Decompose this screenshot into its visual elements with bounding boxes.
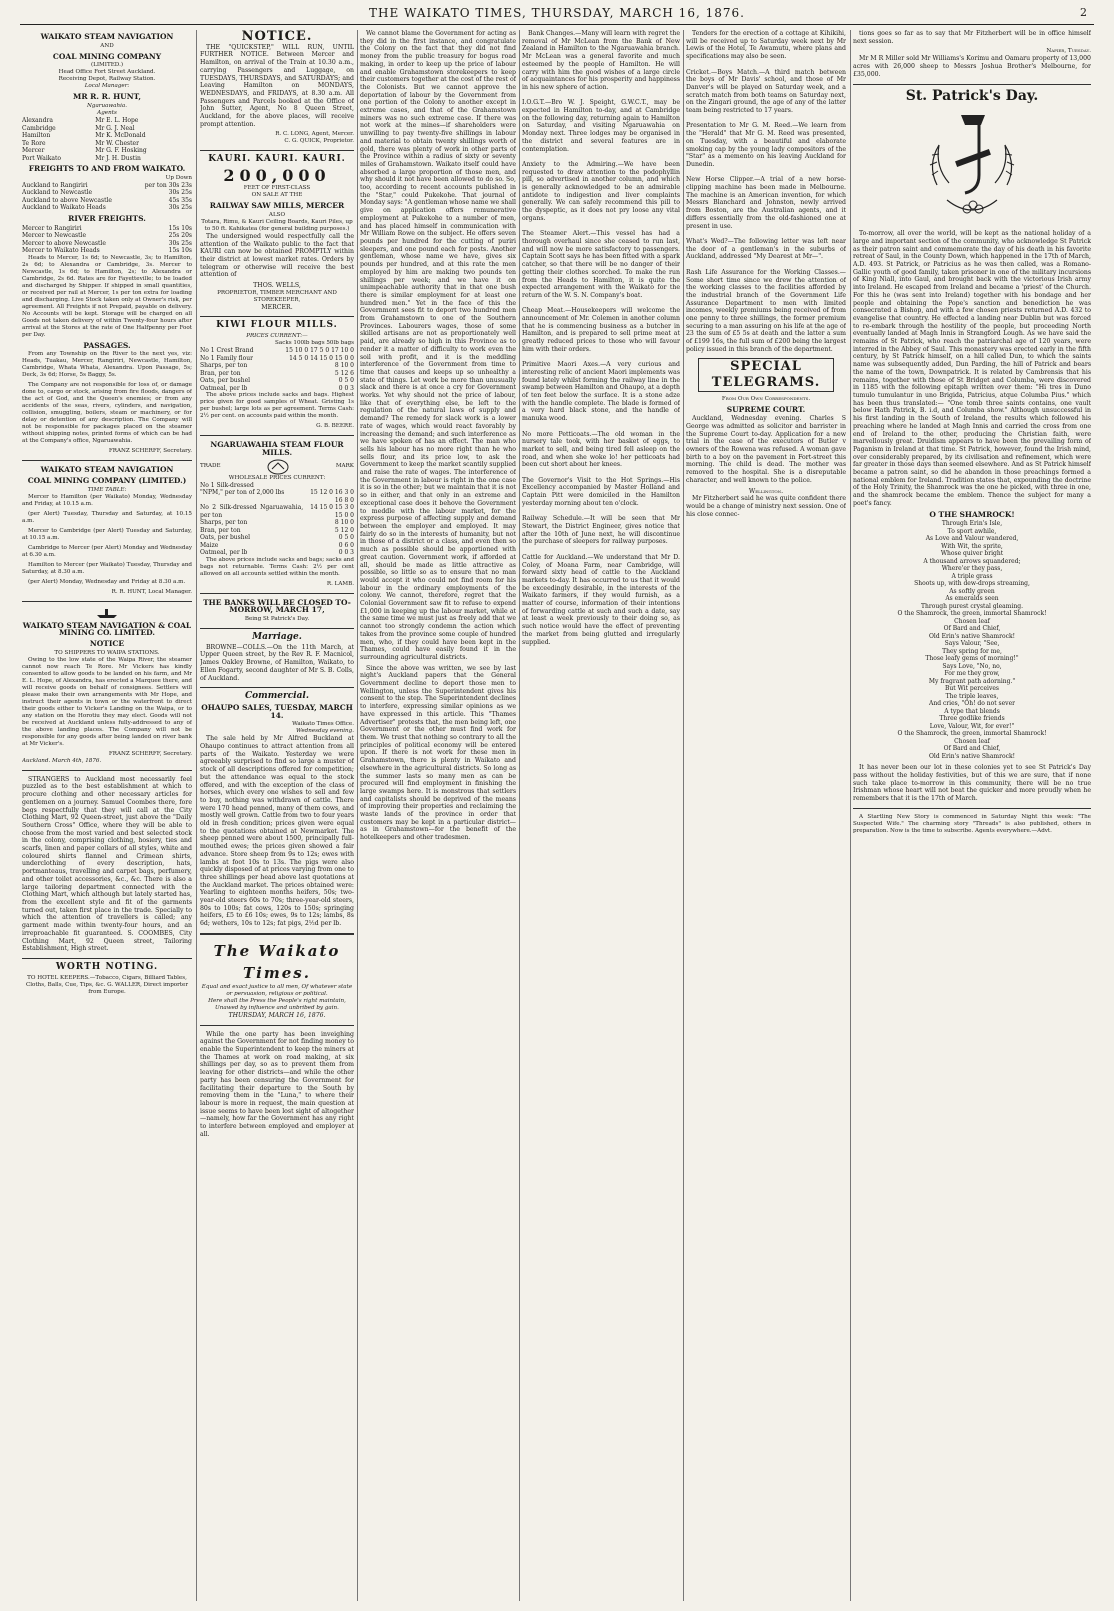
route: Auckland to Waikato Heads bbox=[22, 204, 106, 212]
napier-heading: Napier, Tuesday. bbox=[1046, 48, 1091, 55]
table-row bbox=[200, 504, 354, 519]
poem-line: Of Bard and Chief, bbox=[943, 745, 1001, 753]
timetable-entry: Mercer to Cambridge (per Alert) Tuesday and Saturday, at 10.15 a.m. bbox=[22, 527, 192, 541]
head-office: Head Office Fort Street Auckland. bbox=[58, 69, 156, 76]
marriage-heading: Marriage. bbox=[252, 631, 302, 642]
table-row bbox=[200, 385, 354, 393]
poem-line: Shoots up, with dew-drops streaming, bbox=[914, 580, 1030, 588]
timetable-coal: COAL MINING COMPANY (LIMITED.) bbox=[27, 475, 187, 485]
route: Mercer to Newcastle bbox=[22, 232, 87, 240]
kiwi-mills-heading: KIWI FLOUR MILLS. bbox=[216, 320, 338, 331]
divider bbox=[200, 316, 354, 317]
kauri-items: Totara, Rimu, & Kauri Ceiling Boards, Kauri Piles, up to 50 ft. Kahikatea (for general building purposes.) bbox=[201, 218, 353, 232]
telegrams-source: From Our Own Correspondents. bbox=[721, 395, 811, 402]
column-rule bbox=[519, 30, 520, 1601]
notice-date: Auckland. March 4th, 1876. bbox=[22, 757, 102, 764]
item: "NPM," per ton of 2,000 lbs bbox=[200, 489, 285, 497]
ngaru-notes: The above prices include sacks and bags; sacks and bags not returnable. Terms Cash: 2½ per cent allowed on all accounts settled within the month. bbox=[200, 556, 354, 577]
editorial-lead: While the one party has been inveighing against the Government for not finding money to enable the Superintendent to keep the miners at the Thames at work on road making, at six shillings per day, so as to prevent them from leaving for other districts—and while the other party has been censuring the Government for facilitating their departure to the South by removing them in the "Luna," to where their labour is more in request, the main question at issue seems to have been lost sight of altogether—namely, how far the Government has any right to interfere between employed and employer at all. bbox=[200, 1030, 354, 1138]
agents-label: Agents bbox=[97, 110, 117, 117]
passages-text: From any Township on the River to the next yes, viz: Heads, Tuakau, Mercer, Rangiriri, Newcastle, Hamilton, Cambridge, Whata Whata, Alexandra. Upon Passage, 5s; Deck, 3s 6d; Horse, 5s Baggy, 5s. bbox=[22, 351, 192, 379]
poem-title: O THE SHAMROCK! bbox=[929, 509, 1015, 519]
poem-line: As softly green bbox=[949, 587, 995, 595]
kauri-unit: FEET OF FIRST-CLASS bbox=[243, 185, 311, 192]
column-rule bbox=[850, 30, 851, 1601]
timetable-signature: R. R. HUNT, Local Manager. bbox=[111, 588, 192, 595]
river-freights-table bbox=[22, 225, 192, 255]
rate: 25s 20s bbox=[168, 232, 192, 240]
freights-table bbox=[22, 182, 192, 212]
item: Sharps, per ton bbox=[200, 519, 248, 527]
route: Mercer to Waikato Heads bbox=[22, 247, 100, 255]
wellington-body: Mr Fitzherbert said he was quite confident there would be a change of ministry next session. One of his close connec- bbox=[686, 495, 846, 518]
quickstep-proprietor: C. G. QUICK, Proprietor. bbox=[284, 138, 354, 145]
column-rule bbox=[683, 30, 684, 1601]
table-row bbox=[200, 370, 354, 378]
steamer-emblem-icon bbox=[95, 607, 119, 619]
ngaru-prices-table bbox=[200, 482, 354, 557]
poem-line: They spring for me, bbox=[942, 647, 1002, 655]
agent-name: Mr G. J. Neal bbox=[95, 124, 135, 132]
supreme-court-heading: SUPREME COURT. bbox=[726, 404, 806, 414]
table-row bbox=[22, 232, 192, 240]
poem-line: As emeralds seen bbox=[945, 595, 999, 603]
poem-line: Of Bard and Chief, bbox=[943, 625, 1001, 633]
nameplate-motto-2: Here shall the Press the People's right maintain, Unawed by influence and unbribed by gain. bbox=[208, 997, 346, 1011]
st-patricks-article: To-morrow, all over the world, will be kept as the national holiday of a large and important section of the community, who acknowledge St Patrick as their patron saint and commemorate the day of his death in his favorite retreat of Saul, in the County Down, which happened in the 17th of March, A.D. 493. St Patrick, or Patricius as he was then called, was a Romano-Gallic youth of good family, taken prisoner in one of the military incursions of King Niall, into Gaul, and brought back with the victorious Irish army into Ireland. He escaped from Ireland and became a 'priest' of the Church. For this he (was sent into Ireland) together with his bondage and her people and obtaining the Pope's sanction and benediction he was consecrated a Bishop, and with a few chosen priests returned A.D. 432 to evangelise that country. He effected a landing near Dublin but was forced to re-embark through the hostility of the people, but proceeding North eventually landed at Magh Innis in Strangford Lough. As we have said the remains of St Patrick, who reach the patriarchal age of 120 years, were interred in the Abbey of Saul. This monastery was erected early in the fifth century, by St Patrick himself, on a hill called Dun, to which the saints name was subsequently added, Dun Parding, the hill of Patrick and bears the name of the town, Downpatrick. It is related by Cambrensis that his remains, together with those of St Bridget and Columba, were discovered in 1185 with the following epitaph written over them: "Hi tres in Duno tumulo tumulantur in uno Brigida, Patricius, atque Columba Pius." which has been thus translated:— "One tomb three saints contains, one vault below Hath Patrick, B. i.d, and Columba show." Although unsuccessful in his first landing in the South of Ireland, the results which followed his preaching where he landed at Magh Innis and carried the cross from one end of Ireland to the other, producing the Christian faith, were marvellously great. Druidism appears to have been the prevailing form of Paganism in Ireland at that time. St Patrick, however, found the Irish mind, over considerably prepared, by its civilisation and refinement, which were far greater in those days than seemed elsewhere. And as St Patrick himself became a patron saint, so did he abandon in those preachings formed a national emblem for Ireland. Tradition states that, expounding the doctrine of the Holy Trinity, the Shamrock was the one he picked, with three in one, and the shamrock became the emblem. Thence the subject for many a poet's fancy. bbox=[853, 230, 1091, 507]
table-row bbox=[22, 225, 192, 233]
divider bbox=[22, 601, 192, 602]
poem-line: O the Shamrock, the green, immortal Shamrock! bbox=[897, 610, 1047, 618]
table-row bbox=[22, 240, 192, 248]
kiwi-signature: G. B. BEERE. bbox=[316, 423, 354, 430]
poem-line: Through purest crystal gleaming. bbox=[921, 602, 1023, 610]
divider bbox=[200, 933, 354, 935]
poem-line: Says Valour, "See, bbox=[944, 640, 1000, 648]
price: 14 15 0 15 3 0 15 0 0 bbox=[310, 504, 354, 519]
poem-line: A thousand arrows squandered; bbox=[923, 557, 1021, 565]
table-row bbox=[200, 377, 354, 385]
worth-noting-heading: WORTH NOTING. bbox=[55, 961, 159, 972]
column-5 bbox=[686, 30, 846, 1601]
nameplate-motto: Equal and exact justice to all men, Of whatever state or persuasion, religious or political. bbox=[201, 983, 353, 997]
price: 15 12 0 16 3 0 16 8 0 bbox=[310, 489, 354, 504]
poem-line: Old Erin's native Shamrock! bbox=[928, 752, 1015, 760]
poem-line: With Wit, the sprite, bbox=[941, 542, 1003, 550]
divider bbox=[200, 150, 354, 151]
table-row bbox=[22, 155, 192, 163]
poem-line: For me they grow, bbox=[944, 670, 1000, 678]
table-row bbox=[200, 519, 354, 527]
commercial-report: The sale held by Mr Alfred Buckland at Ohaupo continues to attract attention from all parts of the Waikato. Yesterday we were agreeably surprised to find so large a muster of stock of all descriptions offered for competition; but the attendance was equal to the stock offered, and with the exception of the class of horses, which every one wishes to sell and few to buy, nothing was withdrawn of cattle. There were 170 head penned, many of them cows, and mostly well grown. Cattle from two to four years old in fresh condition; prices given were equal to the quotations obtained at Newmarket. The sheep penned were about 1500, principally full-mouthed ewes; the prices given showed a fair advance. Store sheep from 9s to 12s; ewes with lambs at foot 10s to 13s. The pigs were also quickly disposed of at prices varying from one to three shillings per head above last quotations at the Auckland market. The prices obtained were: Yearling to eighteen months heifers, 50s; two-year-old steers 60s to 70s; three-year-old steers, 80s to 100s; fat cows, 120s to 150s; springing heifers, £5 to £6 10s; ewes, 9s to 12s; lambs, 8s 6d; wethers, 10s to 12s; fat pigs, 2½d per lb. bbox=[200, 735, 354, 928]
masthead-title: THE WAIKATO TIMES, THURSDAY, MARCH 16, 1876. bbox=[369, 6, 745, 20]
item: No 2 Silk-dressed Ngaruawahia, per ton bbox=[200, 504, 304, 519]
poem-line: Love, Valour, Wit, for ever!" bbox=[929, 722, 1015, 730]
kauri-sale: ON SALE AT THE bbox=[251, 192, 303, 199]
price: 5 12 0 bbox=[334, 526, 354, 534]
freights-heading: FREIGHTS TO AND FROM WAIKATO. bbox=[28, 164, 186, 174]
poem-line: Old Erin's native Shamrock! bbox=[928, 632, 1015, 640]
supreme-court-body: Auckland, Wednesday evening. Charles S George was admitted as solicitor and barrister in the Supreme Court to-day. Application for a new trial in the case of the executors of Butler v owners of the Rowena was refused. A woman gave birth to a boy on the pavement in Fort-street this morning. The child is dead. The mother was removed to the hospital. She is a disreputable character, and well known to the police. bbox=[686, 415, 846, 484]
trade-mark-icon bbox=[267, 459, 289, 475]
agent-town: Mercer bbox=[22, 147, 45, 155]
route: Auckland to Rangiriri bbox=[22, 181, 88, 189]
table-row bbox=[200, 542, 354, 550]
divider bbox=[22, 770, 192, 771]
freight-notes: Heads to Mercer, 1s 6d; to Newcastle, 3s; to Hamilton, 2s 6d; to Alexandra or Cambridge, 3s. Mercer to Newcastle, 1s 6d; to Hamilton, 2s; to Alexandra or Cambridge, 2s 6d. Rates are for Fayetteville; to be loaded and discharged by Shipper. If shipped in small quantities, or received per rail at Mercer, 1s per ton extra for loading and discharging. Live Stock taken only at Owner's risk, per agreement. All Freights if not Prepaid, payable on delivery. No Accounts will be kept. Storage will be charged on all Goods not taken delivery of within Twenty-four hours after arrival at the Stores at the rate of One Halfpenny per Foot per Day. bbox=[22, 254, 192, 338]
agent-town: Hamilton bbox=[22, 132, 51, 140]
table-row bbox=[200, 482, 354, 490]
table-row bbox=[200, 549, 354, 557]
notice-signature: FRANZ SCHERFF, Secretary. bbox=[108, 750, 192, 757]
price: 0 5 0 bbox=[338, 534, 354, 542]
agent-name: Mr J. H. Dustin bbox=[95, 154, 141, 162]
column-4 bbox=[522, 30, 680, 1601]
poem-line: But Wit perceives bbox=[945, 685, 999, 693]
strangers-advert: STRANGERS to Auckland most necessarily feel puzzled as to the best establishment at which to procure clothing and other necessary articles for gentlemen on a journey. Samuel Coombes there, fore begs respectfully that they will call at the City Clothing Mart, 92 Queen-street, just above the "Daily Southern Cross" Office, where they will be able to choose from the most varied and best selected stock in the colony, comprising clothing, hosiery, ties and scarfs, linen and paper collars of all styles, white and coloured shirts flannel and Crimean shirts, underclothing of every description, hats, portmanteaus, travelling and carpet bags, perfumery, and other toilet accessories, &c., &c. There is also a large tailoring department connected with the Clothing Mart, which although but lately started has, from the excellent style and fit of the garments turned out, taken first place in the trade. Specially to which the attention of travellers is called; any garment made within twenty-four hours, and an irreproachable fit guaranteed. S. COOMBES, City Clothing Mart, 92 Queen street, Tailoring Establishment, High street. bbox=[22, 775, 192, 953]
kiwi-prices-table bbox=[200, 347, 354, 392]
napier-body: Mr M R Miller sold Mr Williams's Korimu and Oamaru property of 13,000 acres with 26,000 sheep to Messrs Joshua Brother's Melbourne, for £35,000. bbox=[853, 55, 1091, 78]
poem-line: My fragrant path adorning." bbox=[928, 677, 1016, 685]
route: Mercer to Rangiriri bbox=[22, 224, 82, 232]
rate: 15s 10s bbox=[168, 224, 192, 232]
poem bbox=[853, 520, 1091, 760]
table-row bbox=[22, 117, 192, 125]
editorial-body: We cannot blame the Government for acting as they did in the first instance, and congratulate the Colony on the fact that they did not find money from the public treasury for bogus road making, in order to keep up the price of labour and enable Grahamstown storekeepers to keep their customers together at the cost of the rest of the Colonists. But we cannot approve the deportation of labour by the Government from one portion of the Colony to another except in extreme cases, and that of the Grahamstown miners was no such extreme case. If there was not work at the mines—if shareholders were unwilling to pay twenty-five shillings in labour and material to obtain twenty shillings worth of gold, there was plenty of work in other parts of the Province within a radius of sixty or seventy miles of Grahamstown. Waikato itself could have absorbed a large proportion of those men, and why should it not have been allowed to do so. So, too, according to recent accounts published in the "Star," could Pukekohe. That journal of Monday says: "A gentleman whose name we shall give on application offers remunerative employment at Pukekohe to a number of men, and has placed himself in communication with Mr William Rowe on the subject. He offers seven pounds per hundred for the cutting of puriri sleepers, and one pound each for posts. Another gentleman, whose name we have, gives six pounds per hundred, and at this rate the men employed by him are making two pounds ten shillings per week; and we have it on unimpeachable authority that in that one bush there is similar employment for at least one hundred men." Yet in the face of this the Government sees fit to deport two hundred men from Grahamstown to one of the Southern Provinces. Labourers wages, those of some skilled artisans are not as proportionately well paid, are already so high in this Province as to render it a matter of difficulty to work even the soil with profit, and it is the meddling interference of the Government from time to time that causes and keeps up so unhealthy a state of things. Let work be more than unusually slack and there is at once a cry for Government works. Yet why should not the price of labour, like that of everything else, be left to the regulation of the natural laws of supply and demand? The remedy for slack work is a lower rate of wages, which would react favorably by increasing the demand; and such interference as we have spoken of has an effect. The man who sells his labour has no more right than he who sells flour, and its price low, to ask the Government to keep the market scantily supplied and raise the rate of wages. The interference of the Government in labour is right in the one case it is so in the other; but we maintain that it is not so in either, and that only in an extreme and exceptional case does it behove the Government to meddle with the labour market, for the express purpose of affecting supply and demand between the employer and employed. It may fairly do so in the interests of humanity, but not in those of a district or a class, and even then so much as possible should be apportioned with great caution. Government work, if afforded at all, should be made as little attractive as possible, so little so as to ensure that no man would accept it who could not find room for his labour in the ordinary employments of the colony. We cannot, therefore, regret that the Colonial Government saw fit to refuse to expend £1,000 in keeping up the labour market, while at the same time we must just as freely add that we cannot too strongly condemn the action which takes from the province some couple of hundred men, who, if they could have been kept in the Thames, could have easily found it in the surrounding agricultural districts. bbox=[360, 30, 516, 661]
masthead bbox=[20, 6, 1094, 25]
quickstep-agent: R. C. LONG, Agent, Mercer. bbox=[275, 131, 354, 138]
poem-line: Those leafy gems of morning!" bbox=[925, 655, 1019, 663]
table-row bbox=[22, 147, 192, 155]
kauri-title-line: PROPRIETOR, TIMBER MERCHANT AND STOREKEEPER, bbox=[217, 289, 337, 303]
timetable-entry: (per Alert) Tuesday, Thursday and Saturday, at 10.15 a.m. bbox=[22, 510, 192, 524]
trade-mark-row bbox=[200, 459, 354, 475]
coal-mining-heading: COAL MINING COMPANY bbox=[52, 51, 162, 61]
timetable-entry: Mercer to Hamilton (per Waikato) Monday, Wednesday and Friday, at 10.15 a.m. bbox=[22, 493, 192, 507]
agent-name: Mr K. McDonald bbox=[95, 132, 146, 140]
item: Maize bbox=[200, 541, 219, 549]
poem-line: To sport awhile, bbox=[947, 527, 997, 535]
rate: 15s 10s bbox=[168, 247, 192, 255]
timetable-heading: TIME TABLE: bbox=[87, 486, 127, 493]
divider bbox=[853, 808, 1091, 809]
price bbox=[303, 482, 354, 490]
secretary-signature: FRANZ SCHERFF, Secretary. bbox=[108, 448, 192, 455]
table-row bbox=[22, 140, 192, 148]
table-row bbox=[22, 204, 192, 212]
notice-subheading: TO SHIPPERS TO WAIPA STATIONS. bbox=[54, 649, 160, 656]
route: Auckland to above Newcastle bbox=[22, 196, 112, 204]
shamrock-crest-icon bbox=[917, 105, 1027, 225]
notice-body: Owing to the low state of the Waipa River, the steamer cannot now reach Te Rore. Mr Vickers has kindly consented to allow goods to be landed on his farm, and Mr E. L. Hope, of Alexandra, has erected a Marquee there, and will receive goods on behalf of consignees. Settlers will please make their own arrangements with Mr Hope, and instruct their agents in town or the waterfront to direct their goods either to Vicker's Landing on the Waipa, or to any station on the Horotiu they may elect. Goods will not be received at Auckland unless fully-addressed to any of the above landing places. The Company will not be responsible for any goods after being landed on river bank at Mr Vicker's. bbox=[22, 656, 192, 747]
table-row bbox=[200, 355, 354, 363]
price: 14 5 0 14 15 0 15 0 0 bbox=[289, 354, 354, 362]
poem-line: Through Erin's Isle, bbox=[941, 520, 1003, 528]
route: Mercer to above Newcastle bbox=[22, 239, 106, 247]
marriage-notice: BROWNE—COLLS.—On the 11th March, at Upper Queen street, by the Rev R. F. Macnicol, James Oakley Browne, of Hamilton, Waikato, to Ellen Fogarty, second daughter of Mr S. B. Colls, of Auckland. bbox=[200, 643, 354, 682]
commercial-day: Wednesday evening. bbox=[296, 728, 354, 735]
column-rule bbox=[196, 30, 197, 1601]
timetable-company: WAIKATO STEAM NAVIGATION bbox=[40, 465, 174, 475]
editorial-postscript: Since the above was written, we see by last night's Auckland papers that the General Government decline to deport those men to Wellington, unless the Superintendent gives his consent to the step. The Superintendent declines to interfere, expressing similar opinions as we have expressed in this article. This "Thames Advertiser" protests that, the men being left, one Government or the other must find work for them. We trust that nothing so contrary to all the principles of political economy will be entered upon. If there is not work for these men in Grahamstown, there is plenty in Waikato and elsewhere in the agricultural districts. So long as the summer lasts so many men as can be procured will find employment in finishing the large swamps here. It is monstrous that settlers and capitalists should be deprived of the means of improving their properties and reclaiming the waste lands of the province in order that customers may be kept in a particular district—as in Grahamstown—for the benefit of the hotelkeepers and other tradesmen. bbox=[360, 664, 516, 842]
price: 15 10 0 17 5 0 17 10 0 bbox=[285, 347, 354, 355]
table-row bbox=[200, 527, 354, 535]
wellington-continued: tions goes so far as to say that Mr Fitzherbert will be in office himself next session. bbox=[853, 30, 1091, 45]
price: 8 10 0 bbox=[334, 519, 354, 527]
item: Oatmeal, per lb bbox=[200, 549, 248, 557]
table-row bbox=[200, 347, 354, 355]
column-6 bbox=[853, 30, 1091, 1601]
closing-paragraph: It has never been our lot in these colonies yet to see St Patrick's Day pass without the holiday festivities, but of this we are sure, that if none such take place to-morrow in this community, there will be no true Irishman whose heart will not beat the quicker and more proudly when he remembers that it is the 17th of March. bbox=[853, 764, 1091, 803]
waipa-company-heading: WAIKATO STEAM NAVIGATION & COAL MINING CO. LIMITED. bbox=[22, 620, 192, 638]
divider bbox=[22, 460, 192, 461]
saturday-night-advert: A Startling New Story is commenced in Saturday Night this week: "The Suspected Wife." The charming story "Threads" is also published, others in preparation. Now is the time to subscribe. Agents everywhere.—Advt. bbox=[853, 813, 1091, 834]
poem-line: The triple leaves, bbox=[945, 692, 999, 700]
ngaru-signature: R. LAMB. bbox=[326, 580, 354, 587]
manager-name: MR R. R. HUNT, bbox=[73, 92, 141, 102]
timetable-entry: (per Alert) Monday, Wednesday and Friday at 8.30 a.m. bbox=[28, 578, 186, 585]
table-row bbox=[22, 182, 192, 190]
poem-line: O the Shamrock, the green, immortal Shamrock! bbox=[897, 730, 1047, 738]
poem-line: Says Love, "No, no, bbox=[942, 662, 1002, 670]
divider bbox=[200, 1025, 354, 1026]
poem-line: As Love and Valour wandered, bbox=[925, 535, 1019, 543]
price: 0 5 0 bbox=[338, 377, 354, 385]
item: Sharps, per ton bbox=[200, 362, 248, 370]
poem-line: Where'er they pass, bbox=[941, 565, 1003, 573]
river-freights-heading: RIVER FREIGHTS. bbox=[68, 213, 146, 223]
table-row bbox=[22, 247, 192, 255]
price: 8 10 0 bbox=[334, 362, 354, 370]
column-2 bbox=[200, 30, 354, 1601]
agent-name: Mr E. L. Hope bbox=[95, 117, 139, 125]
poem-line: Three godlike friends bbox=[939, 715, 1005, 723]
kauri-mill: RAILWAY SAW MILLS, MERCER bbox=[209, 201, 345, 211]
editorial-date: THURSDAY, MARCH 16, 1876. bbox=[228, 1011, 326, 1019]
item: Bran, per ton bbox=[200, 526, 241, 534]
kauri-also: ALSO bbox=[268, 211, 286, 218]
price: 5 12 6 bbox=[334, 369, 354, 377]
ngaru-mills-heading: NGARUAWAHIA STEAM FLOUR MILLS. bbox=[210, 440, 344, 457]
ngaru-prices-label: WHOLESALE PRICES CURRENT: bbox=[228, 474, 326, 481]
banks-closed-sub: Being St Patrick's Day. bbox=[244, 615, 310, 622]
agent-name: Mr W. Chester bbox=[95, 139, 139, 147]
item: No 1 Silk-dressed bbox=[200, 481, 254, 489]
divider bbox=[200, 435, 354, 436]
kiwi-prices-label: PRICES CURRENT:— bbox=[246, 333, 308, 340]
agent-town: Alexandra bbox=[22, 117, 53, 125]
divider bbox=[22, 958, 192, 959]
notice-heading: NOTICE. bbox=[241, 30, 313, 44]
price: 0 6 0 bbox=[338, 541, 354, 549]
table-row bbox=[200, 362, 354, 370]
kauri-signature: THOS. WELLS, bbox=[253, 282, 301, 290]
table-row bbox=[22, 132, 192, 140]
item: Bran, per ton bbox=[200, 369, 241, 377]
limited-text: (LIMITED.) bbox=[90, 62, 124, 69]
local-news: Bank Changes.—Many will learn with regret the removal of Mr McLean from the Bank of New Zealand in Hamilton to the Ngaruawahia branch. Mr McLean was a general favorite and much esteemed by the people of Hamilton. He will carry with him the good wishes of a large circle of acquaintances for his prosperity and happiness in his new sphere of action. I.O.G.T.—Bro W. J. Speight, G.W.C.T., may be expected in Hamilton to-day, and at Cambridge on the following day, returning again to Hamilton on Saturday, and visiting Ngaruawahia on Monday next. Three lodges may be organised in the district and several features are in contemplation. Anxiety to the Admiring.—We have been requested to draw attention to the podophyllin pill, so advertised in another column, and which is generally acknowledged to be an admirable antidote to indigestion and liver complaints generally. We can safely recommend this pill to the dyspeptic, as it does not pry loose any vital organs. The Steamer Alert.—This vessel has had a thorough overhaul since she ceased to run last, and will now be more satisfactory to passengers. Captain Scott says he has been fitted with a spark catcher, so that there will be no danger of their getting their clothes scorched. To make the run from the Heads to Hamilton, it is quite the expected arrangement with the Waikato for the return of the W. S. N. Company's boat. Cheap Meat.—Housekeepers will welcome the announcement of Mr. Colemen in another column that he is commencing business as a butcher in Hamilton, and is prepared to sell prime meat at greatly reduced prices to those who will favour him with their orders. Primitive Maori Axes.—A very curious and interesting relic of ancient Maori implements was found lately whilst forming the railway line in the swamp between Hamilton and Ohaupo, at a depth of ten feet below the surface. It is a stone adze with the handle complete. The blade is formed of a very hard black stone, and the handle of manuka wood. No more Petticoats.—The old woman in the nursery tale took, with her basket of eggs, to market to sell, and being tired fell asleep on the road, and when she woke lo! her petticoats had been cut short about her knees. The Governor's Visit to the Hot Springs.—His Excellency accompanied by Master Holland and Captain Pitt were domiciled in the Hamilton yesterday morning about ten o'clock. Railway Schedule.—It will be seen that Mr Stewart, the District Engineer, gives notice that after the 10th of June next, he will discontinue the purchase of sleepers for railway purposes. Cattle for Auckland.—We understand that Mr D. Coley, of Moana Farm, near Cambridge, will forward sixty head of cattle to the Auckland markets to-day. It has occurred to us that it would be exceedingly desirable, in the interests of the Waikato farmers, if they would furnish, as a matter of course, information of their intentions of forwarding cattle at such and such a date, say at least a week previously to their doing so, as such notice would have the effect of preventing the market from being glutted and irregularly supplied. bbox=[522, 30, 680, 646]
special-telegrams-heading: SPECIAL TELEGRAMS. bbox=[698, 358, 834, 392]
price: 0 0 3 bbox=[338, 549, 354, 557]
commercial-heading: Commercial. bbox=[245, 691, 309, 702]
column-1 bbox=[22, 30, 192, 1601]
item: No 1 Crest Brand bbox=[200, 347, 254, 355]
divider bbox=[200, 628, 354, 629]
item: Oats, per bushel bbox=[200, 377, 251, 385]
commercial-office: Waikato Times Office. bbox=[292, 721, 354, 728]
poem-line: A type that blends bbox=[944, 707, 1000, 715]
page-number: 2 bbox=[1080, 6, 1088, 19]
wellington-heading: Wellington. bbox=[748, 487, 784, 495]
trade-label: TRADE bbox=[200, 463, 221, 470]
liability-text: The Company are not responsible for loss of, or damage done to, cargo or stock, arising from fire floods, dangers of the act of God, and the Queen's enemies; or from any accidents of the seas, rivers, cylinders, and navigation, collision, smuggling, boilers, steam or machinery, or for delay or detention of any description. The Company will not be responsible for packages placed on the steamer without shipping notes, printed forms of which can be had at the Company's office, Ngaruawahia. bbox=[22, 382, 192, 445]
waikato-times-nameplate: The Waikato Times. bbox=[213, 941, 341, 982]
notice-heading: NOTICE bbox=[89, 639, 125, 649]
agent-town: Te Rore bbox=[22, 139, 46, 147]
poem-line: Chosen leaf bbox=[954, 617, 990, 625]
kiwi-notes: The above prices include sacks and bags. Highest price given for good samples of Wheat. Gristing 1s per bushel; large lots as per agreement. Terms Cash: 2½ per cent. on accounts paid within the month. bbox=[200, 392, 354, 420]
route: Auckland to Newcastle bbox=[22, 189, 93, 197]
price: 0 0 3 bbox=[338, 384, 354, 392]
steam-nav-heading: WAIKATO STEAM NAVIGATION bbox=[40, 32, 174, 41]
rate: 45s 35s bbox=[168, 196, 192, 204]
kauri-amount: 200,000 bbox=[223, 166, 331, 186]
st-patricks-heading: St. Patrick's Day. bbox=[905, 87, 1039, 104]
item: Oats, per bushel bbox=[200, 534, 251, 542]
passages-heading: PASSAGES. bbox=[83, 340, 131, 350]
table-row bbox=[22, 197, 192, 205]
divider bbox=[853, 84, 1091, 85]
receiving-depot: Receiving Depot, Railway Station. bbox=[58, 76, 156, 83]
poem-line: Whose quiver bright bbox=[940, 550, 1004, 558]
banks-closed-heading: THE BANKS WILL BE CLOSED TO-MORROW, MARCH 17, bbox=[203, 597, 351, 615]
poem-line: Chosen leaf bbox=[954, 737, 990, 745]
agent-town: Port Waikato bbox=[22, 154, 61, 162]
agent-town: Cambridge bbox=[22, 124, 56, 132]
kauri-body: The undersigned would respectfully call the attention of the Waikato public to the fact that KAURI can now be obtained PROMPTLY within their district at lowest market rates. Orders by telegram or otherwise will receive the best attention of bbox=[200, 232, 354, 279]
agent-name: Mr G. F. Hosking bbox=[95, 147, 147, 155]
mark-label: MARK bbox=[335, 463, 354, 470]
item: No 1 Family flour bbox=[200, 354, 253, 362]
column-rule bbox=[357, 30, 358, 1601]
manager-town: Ngaruawahia. bbox=[86, 103, 128, 110]
rate: 30s 25s bbox=[168, 204, 192, 212]
quickstep-advert: THE "QUICKSTEP," WILL RUN, UNTIL FURTHER NOTICE. Between Mercer and Hamilton, on arrival of the Train at 10.30 a.m., carrying Passengers and Luggage, on TUESDAYS, THURSDAYS, and SATURDAYS; and Leaving Hamilton on MONDAYS, WEDNESDAYS, and FRIDAYS, at 8.30 a.m. All Passengers and Parcels booked at the Office of John Sutter, Agent, No 8 Queen Street, Auckland, for the above places, will receive prompt attention. bbox=[200, 43, 354, 128]
item: Oatmeal, per lb bbox=[200, 384, 248, 392]
poem-line: And cries, "Oh! do not sever bbox=[929, 700, 1015, 708]
worth-noting-body: TO HOTEL KEEPERS.—Tobacco, Cigars, Billiard Tables, Cloths, Balls, Cue, Tips, &c. G. WALLER, Direct importer from Europe. bbox=[25, 974, 189, 995]
freight-updown: Up Down bbox=[165, 174, 192, 181]
table-row bbox=[22, 189, 192, 197]
and-text: AND bbox=[100, 42, 114, 49]
kauri-town: MERCER. bbox=[261, 303, 293, 311]
rate: 30s 25s bbox=[168, 239, 192, 247]
local-manager-label: Local Manager: bbox=[84, 83, 130, 90]
rate: per ton 30s 23s bbox=[144, 181, 192, 189]
kiwi-columns: Sacks 100lb bags 50lb bags bbox=[275, 340, 354, 347]
divider bbox=[200, 593, 354, 594]
table-row bbox=[22, 125, 192, 133]
divider bbox=[200, 687, 354, 688]
timetable-entry: Hamilton to Mercer (per Waikato) Tuesday, Thursday and Saturday, at 8.30 a.m. bbox=[22, 561, 192, 575]
timetable-entry: Cambridge to Mercer (per Alert) Monday and Wednesday at 6.30 a.m. bbox=[22, 544, 192, 558]
kauri-heading: KAURI. KAURI. KAURI. bbox=[208, 154, 346, 165]
local-news-continued: Tenders for the erection of a cottage at Kihikihi, will be received up to Saturday week next by Mr Lewis of the Hotel, Te Awamutu, where plans and specifications may also be seen. Cricket.—Boys Match.—A third match between the boys of Mr Davis' school, and those of Mr Danver's will be played on Saturday week, and a scratch match from both teams on Saturday next, on the Zingari ground, the age of any of the latter team being restricted to 17 years. Presentation to Mr G. M. Reed.—We learn from the "Herald" that Mr G. M. Reed was presented, on Tuesday, with a beautiful and elaborate smoking cap by the young lady compositors of the "Star" as a memento on his leaving Auckland for Dunedin. New Horse Clipper.—A trial of a new horse-clipping machine has been made in Melbourne. The machine is an American invention, for which Messrs Blanchard and Johnston, newly arrived from Boston, are the Australian agents, and it differs essentially from the old-fashioned one at present in use. What's Wed?—The following letter was left near the door of a gentleman's in the suburbs of Auckland, addressed "My Dearest at Mr—". Rash Life Assurance for the Working Classes.—Some short time since we drew the attention of the working classes to the facilities afforded by the industrial branch of the Government Life Assurance Department to men with limited incomes, weekly premiums being received of from one penny to three shillings, the former premium securing to a man assuring on his life at the age of 23 the sum of £5 5s at death and the latter a sum of £199 16s, the full sum of £200 being the largest policy issued in this branch of the department. bbox=[686, 30, 846, 353]
table-row bbox=[200, 534, 354, 542]
column-3 bbox=[360, 30, 516, 1601]
rate: 30s 25s bbox=[168, 189, 192, 197]
commercial-subheading: OHAUPO SALES, TUESDAY, MARCH 14. bbox=[201, 702, 353, 720]
agents-table bbox=[22, 117, 192, 162]
table-row bbox=[200, 489, 354, 504]
poem-line: A triple grass bbox=[951, 572, 993, 580]
